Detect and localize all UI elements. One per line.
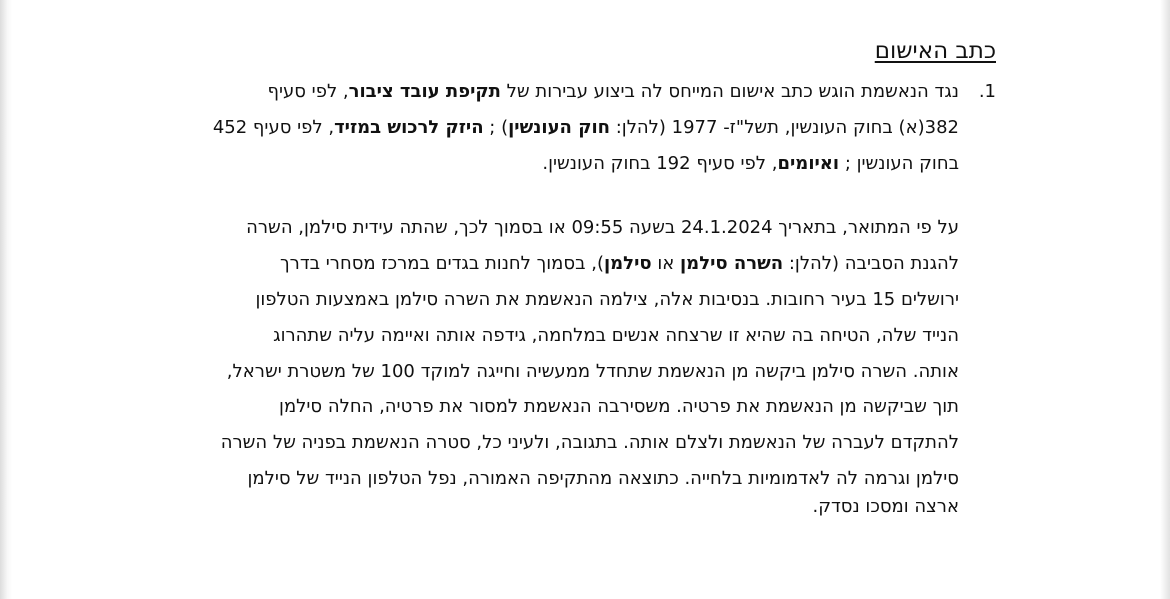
item-number: .1 [978, 81, 996, 102]
offense-property-damage: היזק לרכוש במזיד [334, 117, 484, 138]
paragraph1-line-2: 382(א) בחוק העונשין, תשל"ז- 1977 (להלן: חוק העונשין) ; היזק לרכוש במזיד, לפי סעיף 452 [212, 117, 959, 138]
paragraph2-line-5: אותה. השרה סילמן ביקשה מן הנאשמת שתחדל ממעשיה וחייגה למוקד 100 של משטרת ישראל, [226, 361, 959, 382]
paragraph2-line-4: הנייד שלה, הטיחה בה שהיא זו שרצחה אנשים במלחמה, גידפה אותה ואיימה עליה שתהרוג [273, 325, 959, 346]
paragraph1-line-3: בחוק העונשין ; ואיומים, לפי סעיף 192 בחוק העונשין. [542, 153, 959, 174]
paragraph2-line-6: תוך שביקשה מן הנאשמת את פרטיה. משסירבה הנאשמת למסור את פרטיה, החלה סילמן [279, 396, 959, 417]
paragraph2-line-8: סילמן וגרמה לה לאדמומיות בלחייה. כתוצאה מהתקיפה האמורה, נפל הטלפון הנייד של סילמן [247, 468, 959, 489]
paragraph2-line-2: להגנת הסביבה (להלן: השרה סילמן או סילמן), בסמוך לחנות בגדים במרכז מסחרי בדרך [280, 253, 959, 274]
paragraph2-line-7: להתקדם לעברה של הנאשמת ולצלם אותה. בתגובה, ולעיני כל, סטרה הנאשמת בפניה של השרה [220, 432, 959, 453]
silman-term: סילמן [603, 253, 652, 274]
paragraph2-line-3: ירושלים 15 בעיר רחובות. בנסיבות אלה, צילמה הנאשמת את השרה סילמן באמצעות הטלפון [255, 289, 959, 310]
penal-law-term: חוק העונשין [508, 117, 610, 138]
offense-public-servant-assault: תקיפת עובד ציבור [348, 81, 501, 102]
paragraph2-line-1: על פי המתואר, בתאריך 24.1.2024 בשעה 09:55 או בסמוך לכך, שהתה עידית סילמן, השרה [246, 217, 959, 238]
offense-threats: ואיומים [777, 153, 840, 174]
paragraph2-line-9: ארצה ומסכו נסדק. [812, 496, 959, 517]
minister-term: השרה סילמן [680, 253, 784, 274]
section-heading: כתב האישום [874, 38, 996, 64]
paragraph1-line-1: נגד הנאשמת הוגש כתב אישום המייחס לה ביצוע עבירות של תקיפת עובד ציבור, לפי סעיף [267, 81, 959, 102]
